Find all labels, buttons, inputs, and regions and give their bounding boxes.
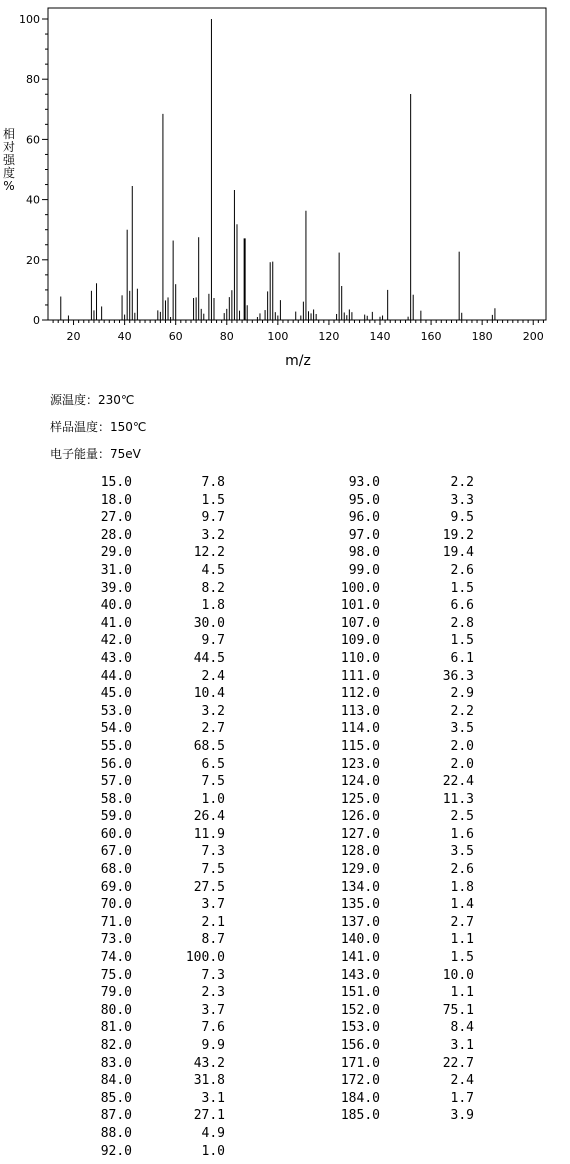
mz-value: 18.0 (100, 492, 132, 508)
mz-value: 53.0 (100, 703, 132, 719)
x-tick-label: 140 (369, 330, 391, 343)
y-tick-label: 40 (26, 193, 40, 207)
mz-value: 127.0 (340, 826, 380, 842)
peak-table-row (320, 1019, 480, 1037)
y-axis-label (2, 128, 16, 193)
mz-value: 92.0 (100, 1143, 132, 1159)
mz-value: 124.0 (340, 774, 380, 790)
mz-value: 95.0 (348, 492, 380, 508)
intensity-value: 9.7 (201, 633, 225, 649)
intensity-value: 75.1 (442, 1002, 474, 1018)
intensity-value: 6.5 (201, 756, 225, 772)
mz-value: 128.0 (340, 844, 380, 860)
intensity-value: 7.3 (201, 967, 225, 983)
y-axis-label-char: 强 (2, 153, 15, 167)
mz-value: 114.0 (340, 721, 380, 737)
intensity-value: 22.7 (442, 1055, 474, 1071)
peak-table-row (320, 896, 480, 914)
intensity-value: 2.2 (450, 703, 474, 719)
mz-value: 39.0 (100, 580, 132, 596)
peak-table-row (320, 949, 480, 967)
intensity-value: 19.2 (442, 527, 474, 543)
intensity-value: 1.1 (450, 985, 474, 1001)
peak-table-row (80, 703, 230, 721)
intensity-value: 2.7 (201, 721, 225, 737)
mz-value: 123.0 (340, 756, 380, 772)
mz-value: 101.0 (340, 598, 380, 614)
intensity-value: 1.5 (450, 580, 474, 596)
mz-value: 57.0 (100, 774, 132, 790)
peak-table-row (320, 492, 480, 510)
intensity-value: 3.5 (450, 721, 474, 737)
mz-value: 82.0 (100, 1038, 132, 1053)
mz-value: 15.0 (100, 475, 132, 490)
intensity-value: 1.4 (450, 897, 474, 913)
peak-table-row (80, 1002, 230, 1020)
peak-table-row (80, 1019, 230, 1037)
y-tick-label: 100 (19, 13, 40, 26)
mz-value: 171.0 (340, 1055, 380, 1071)
peak-table-row (320, 509, 480, 527)
peak-table-row (320, 668, 480, 686)
mz-value: 60.0 (100, 826, 132, 842)
intensity-value: 22.4 (442, 774, 474, 790)
peak-table-row (80, 914, 230, 932)
peak-table-row (320, 773, 480, 791)
intensity-value: 68.5 (193, 738, 225, 754)
peak-table-row (320, 914, 480, 932)
y-axis-label-char: 相 (2, 127, 15, 141)
peak-table-row (80, 580, 230, 598)
mz-value: 42.0 (100, 633, 132, 649)
mz-value: 125.0 (340, 791, 380, 807)
peak-table-row (80, 615, 230, 633)
mz-value: 143.0 (340, 967, 380, 983)
intensity-value: 8.4 (450, 1020, 474, 1036)
peak-table-row (80, 597, 230, 615)
intensity-value: 27.1 (193, 1108, 225, 1124)
y-tick-label: 20 (26, 253, 40, 267)
mz-value: 74.0 (100, 950, 132, 966)
intensity-value: 1.7 (450, 1090, 474, 1106)
mz-value: 185.0 (340, 1108, 380, 1124)
peak-table-row (80, 1072, 230, 1090)
intensity-value: 10.4 (193, 686, 225, 702)
intensity-value: 2.4 (201, 668, 225, 684)
peak-table-row (80, 773, 230, 791)
intensity-value: 2.1 (201, 914, 225, 930)
intensity-value: 7.5 (201, 862, 225, 878)
mz-value: 129.0 (340, 862, 380, 878)
mz-value: 67.0 (100, 844, 132, 860)
intensity-value: 12.2 (193, 545, 225, 561)
mz-value: 98.0 (348, 545, 380, 561)
intensity-value: 2.6 (450, 562, 474, 578)
peak-table-row (80, 843, 230, 861)
peak-table-row (80, 967, 230, 985)
peak-table-row (320, 826, 480, 844)
intensity-value: 1.0 (201, 1143, 225, 1159)
y-axis-label-char: 对 (2, 140, 15, 154)
mz-value: 115.0 (340, 738, 380, 754)
intensity-value: 2.4 (450, 1073, 474, 1089)
peak-table-row (80, 791, 230, 809)
mz-value: 58.0 (100, 791, 132, 807)
intensity-value: 7.3 (201, 844, 225, 860)
intensity-value: 9.7 (201, 510, 225, 526)
mz-value: 85.0 (100, 1090, 132, 1106)
mz-value: 107.0 (340, 615, 380, 631)
mz-value: 68.0 (100, 862, 132, 878)
intensity-value: 8.7 (201, 932, 225, 948)
mz-value: 100.0 (340, 580, 380, 596)
mz-value: 153.0 (340, 1020, 380, 1036)
x-axis-label: m/z (285, 353, 311, 369)
peak-table-row (80, 756, 230, 774)
peak-table-row (80, 509, 230, 527)
x-tick-label: 40 (117, 330, 132, 343)
tick-labels (19, 13, 544, 343)
intensity-value: 7.8 (201, 475, 225, 490)
mz-value: 29.0 (100, 545, 132, 561)
peak-table-row (80, 720, 230, 738)
mz-value: 99.0 (348, 562, 380, 578)
peak-table-row (320, 879, 480, 897)
intensity-value: 1.8 (450, 879, 474, 895)
peak-table-row (320, 703, 480, 721)
mz-value: 96.0 (348, 510, 380, 526)
peak-table-row (80, 896, 230, 914)
intensity-value: 1.6 (450, 826, 474, 842)
peak-table-row (80, 861, 230, 879)
peak-table-row (80, 527, 230, 545)
peak-table-row (320, 808, 480, 826)
mz-value: 73.0 (100, 932, 132, 948)
peak-table-row (320, 738, 480, 756)
peak-table-row (320, 720, 480, 738)
source-temperature: 源温度：230℃ (50, 393, 135, 407)
peak-table-row (320, 685, 480, 703)
mz-value: 80.0 (100, 1002, 132, 1018)
peak-table-row (320, 1055, 480, 1073)
intensity-value: 1.0 (201, 791, 225, 807)
peak-table-row (320, 843, 480, 861)
peak-table-row (320, 984, 480, 1002)
y-axis-label-char: 度 (2, 166, 15, 180)
y-tick-label: 0 (33, 314, 40, 327)
mz-value: 44.0 (100, 668, 132, 684)
peak-table-row (80, 492, 230, 510)
peak-table-row (320, 632, 480, 650)
mz-value: 113.0 (340, 703, 380, 719)
intensity-value: 4.5 (201, 562, 225, 578)
x-tick-label: 180 (471, 330, 493, 343)
mz-value: 81.0 (100, 1020, 132, 1036)
intensity-value: 2.6 (450, 862, 474, 878)
plot-frame (48, 8, 546, 320)
intensity-value: 31.8 (193, 1073, 225, 1089)
intensity-value: 1.5 (450, 633, 474, 649)
peak-table-row (320, 615, 480, 633)
peak-table-row (320, 861, 480, 879)
mz-value: 151.0 (340, 985, 380, 1001)
mz-value: 126.0 (340, 809, 380, 825)
peak-table-row (320, 562, 480, 580)
axis-ticks (42, 19, 543, 325)
mz-value: 156.0 (340, 1038, 380, 1053)
intensity-value: 10.0 (442, 967, 474, 983)
intensity-value: 4.9 (201, 1125, 225, 1141)
peak-table-row (80, 668, 230, 686)
peak-table-row (320, 597, 480, 615)
intensity-value: 9.5 (450, 510, 474, 526)
peak-table-row (80, 1037, 230, 1055)
intensity-value: 2.9 (450, 686, 474, 702)
mz-value: 184.0 (340, 1090, 380, 1106)
peak-table-row (80, 1143, 230, 1161)
mz-value: 75.0 (100, 967, 132, 983)
intensity-value: 2.8 (450, 615, 474, 631)
mz-value: 135.0 (340, 897, 380, 913)
intensity-value: 3.3 (450, 492, 474, 508)
mz-value: 134.0 (340, 879, 380, 895)
peak-table-row (80, 1055, 230, 1073)
peak-table-row (320, 544, 480, 562)
peak-table-row (80, 632, 230, 650)
intensity-value: 7.5 (201, 774, 225, 790)
mz-value: 109.0 (340, 633, 380, 649)
x-tick-label: 20 (66, 330, 81, 343)
intensity-value: 3.1 (450, 1038, 474, 1053)
peak-table-row (320, 931, 480, 949)
mz-value: 110.0 (340, 650, 380, 666)
mz-value: 27.0 (100, 510, 132, 526)
mz-value: 84.0 (100, 1073, 132, 1089)
x-tick-label: 120 (318, 330, 340, 343)
intensity-value: 3.9 (450, 1108, 474, 1124)
peak-table-row (80, 738, 230, 756)
intensity-value: 1.5 (201, 492, 225, 508)
peak-table-row (80, 650, 230, 668)
intensity-value: 43.2 (193, 1055, 225, 1071)
mz-value: 172.0 (340, 1073, 380, 1089)
peak-table-row (320, 1037, 480, 1055)
peak-table-row (320, 474, 480, 492)
intensity-value: 1.8 (201, 598, 225, 614)
intensity-value: 3.2 (201, 703, 225, 719)
electron-energy: 电子能量：75eV (50, 447, 141, 461)
peak-table-row (320, 1107, 480, 1125)
peak-table-row (80, 931, 230, 949)
peak-table-row (320, 791, 480, 809)
mz-value: 43.0 (100, 650, 132, 666)
intensity-value: 11.3 (442, 791, 474, 807)
x-tick-label: 80 (219, 330, 234, 343)
peak-bars (61, 19, 495, 320)
intensity-value: 36.3 (442, 668, 474, 684)
intensity-value: 100.0 (185, 950, 225, 966)
peak-table-row (320, 1002, 480, 1020)
x-tick-label: 200 (522, 330, 544, 343)
intensity-value: 2.3 (201, 985, 225, 1001)
intensity-value: 8.2 (201, 580, 225, 596)
sample-temperature: 样品温度：150℃ (50, 420, 147, 434)
mz-value: 88.0 (100, 1125, 132, 1141)
peak-table-row (80, 1107, 230, 1125)
intensity-value: 19.4 (442, 545, 474, 561)
intensity-value: 1.5 (450, 950, 474, 966)
intensity-value: 6.6 (450, 598, 474, 614)
mass-spectrum-chart (0, 0, 570, 375)
peak-table-row (320, 1072, 480, 1090)
peak-table-row (80, 1090, 230, 1108)
mz-value: 40.0 (100, 598, 132, 614)
intensity-value: 1.1 (450, 932, 474, 948)
mz-value: 83.0 (100, 1055, 132, 1071)
mz-value: 137.0 (340, 914, 380, 930)
peak-table-row (80, 984, 230, 1002)
peak-table-row (80, 474, 230, 492)
intensity-value: 3.2 (201, 527, 225, 543)
intensity-value: 6.1 (450, 650, 474, 666)
peak-table-row (320, 967, 480, 985)
peak-table-row (80, 826, 230, 844)
intensity-value: 3.7 (201, 897, 225, 913)
mz-value: 70.0 (100, 897, 132, 913)
intensity-value: 2.0 (450, 756, 474, 772)
peak-table-row (80, 808, 230, 826)
mz-value: 54.0 (100, 721, 132, 737)
intensity-value: 44.5 (193, 650, 225, 666)
mz-value: 71.0 (100, 914, 132, 930)
y-axis-label-char: % (3, 179, 15, 193)
intensity-value: 2.2 (450, 475, 474, 490)
y-tick-label: 80 (26, 73, 40, 87)
mz-value: 87.0 (100, 1108, 132, 1124)
intensity-value: 26.4 (193, 809, 225, 825)
intensity-value: 11.9 (193, 826, 225, 842)
y-tick-label: 60 (26, 133, 40, 147)
intensity-value: 7.6 (201, 1020, 225, 1036)
mz-value: 55.0 (100, 738, 132, 754)
peak-table-row (80, 544, 230, 562)
intensity-value: 27.5 (193, 879, 225, 895)
peak-table-row (80, 685, 230, 703)
x-tick-label: 60 (168, 330, 183, 343)
mz-value: 56.0 (100, 756, 132, 772)
peak-table-row (80, 879, 230, 897)
intensity-value: 9.9 (201, 1038, 225, 1053)
mz-value: 93.0 (348, 475, 380, 490)
mz-value: 59.0 (100, 809, 132, 825)
peak-table-row (320, 580, 480, 598)
intensity-value: 30.0 (193, 615, 225, 631)
mz-value: 45.0 (100, 686, 132, 702)
intensity-value: 3.7 (201, 1002, 225, 1018)
peak-table-row (80, 949, 230, 967)
intensity-value: 3.5 (450, 844, 474, 860)
mz-value: 97.0 (348, 527, 380, 543)
mz-value: 28.0 (100, 527, 132, 543)
intensity-value: 2.0 (450, 738, 474, 754)
peak-table-right (320, 474, 480, 1125)
peak-table-row (320, 756, 480, 774)
mz-value: 69.0 (100, 879, 132, 895)
mz-value: 141.0 (340, 950, 380, 966)
mz-value: 152.0 (340, 1002, 380, 1018)
x-tick-label: 160 (420, 330, 442, 343)
intensity-value: 2.5 (450, 809, 474, 825)
x-tick-label: 100 (267, 330, 289, 343)
peak-table-row (80, 562, 230, 580)
mz-value: 79.0 (100, 985, 132, 1001)
intensity-value: 2.7 (450, 914, 474, 930)
mz-value: 31.0 (100, 562, 132, 578)
plot-border (48, 8, 546, 320)
mz-value: 140.0 (340, 932, 380, 948)
mz-value: 112.0 (340, 686, 380, 702)
peak-table-row (320, 527, 480, 545)
peak-table-row (80, 1125, 230, 1143)
peak-table-left (80, 474, 230, 1160)
intensity-value: 3.1 (201, 1090, 225, 1106)
mz-value: 111.0 (340, 668, 380, 684)
mz-value: 41.0 (100, 615, 132, 631)
peak-table-row (320, 1090, 480, 1108)
peak-table-row (320, 650, 480, 668)
